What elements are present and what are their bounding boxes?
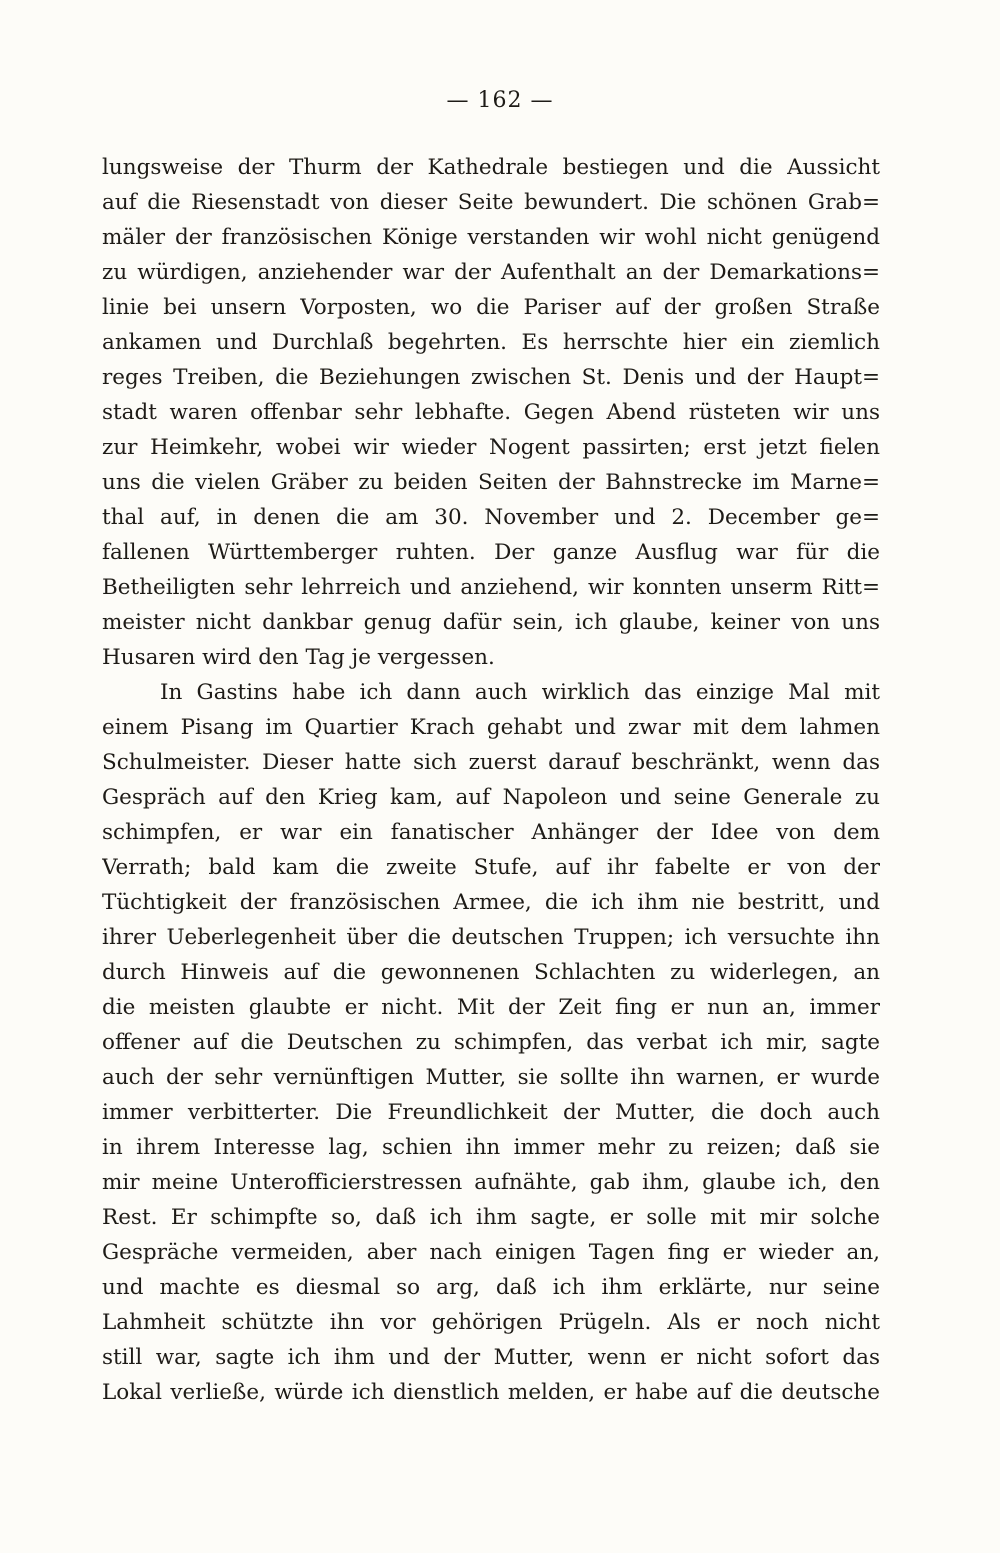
text-line: offener auf die Deutschen zu schimpfen, das verbat ich mir, sagte — [102, 1030, 880, 1055]
text-line: mäler der französischen Könige verstanden wir wohl nicht genügend — [102, 225, 880, 250]
text-line: thal auf, in denen die am 30. November und 2. December ge= — [102, 505, 880, 530]
text-line: schimpfen, er war ein fanatischer Anhänger der Idee von dem — [102, 820, 880, 845]
text-line: zu würdigen, anziehender war der Aufenthalt an der Demarkations= — [102, 260, 880, 285]
text-line: Lahmheit schützte ihn vor gehörigen Prügeln. Als er noch nicht — [102, 1310, 880, 1335]
text-line: Lokal verließe, würde ich dienstlich melden, er habe auf die deutsche — [102, 1380, 880, 1405]
text-line: mir meine Unterofficierstressen aufnähte, gab ihm, glaube ich, den — [102, 1170, 880, 1195]
text-line: auch der sehr vernünftigen Mutter, sie sollte ihn warnen, er wurde — [102, 1065, 880, 1090]
text-line: die meisten glaubte er nicht. Mit der Zeit fing er nun an, immer — [102, 995, 880, 1020]
text-line: lungsweise der Thurm der Kathedrale bestiegen und die Aussicht — [102, 155, 880, 180]
text-line: zur Heimkehr, wobei wir wieder Nogent passirten; erst jetzt fielen — [102, 435, 880, 460]
text-line: Gespräche vermeiden, aber nach einigen Tagen fing er wieder an, — [102, 1240, 880, 1265]
text-line: einem Pisang im Quartier Krach gehabt und zwar mit dem lahmen — [102, 715, 880, 740]
text-line: linie bei unsern Vorposten, wo die Pariser auf der großen Straße — [102, 295, 880, 320]
text-line: immer verbitterter. Die Freundlichkeit der Mutter, die doch auch — [102, 1100, 880, 1125]
text-line: und machte es diesmal so arg, daß ich ihm erklärte, nur seine — [102, 1275, 880, 1300]
text-line: in ihrem Interesse lag, schien ihn immer mehr zu reizen; daß sie — [102, 1135, 880, 1160]
paragraph — [102, 675, 880, 1410]
text-line: ihrer Ueberlegenheit über die deutschen Truppen; ich versuchte ihn — [102, 925, 880, 950]
text-line: Schulmeister. Dieser hatte sich zuerst darauf beschränkt, wenn das — [102, 750, 880, 775]
text-line: uns die vielen Gräber zu beiden Seiten der Bahnstrecke im Marne= — [102, 470, 880, 495]
text-line: Verrath; bald kam die zweite Stufe, auf ihr fabelte er von der — [102, 855, 880, 880]
text-line: In Gastins habe ich dann auch wirklich das einzige Mal mit — [160, 680, 880, 705]
text-line: still war, sagte ich ihm und der Mutter, wenn er nicht sofort das — [102, 1345, 880, 1370]
text-line: Betheiligten sehr lehrreich und anziehend, wir konnten unserm Ritt= — [102, 575, 880, 600]
text-line: Tüchtigkeit der französischen Armee, die ich ihm nie bestritt, und — [102, 890, 880, 915]
text-line: Gespräch auf den Krieg kam, auf Napoleon und seine Generale zu — [102, 785, 880, 810]
page-number-header: — 162 — — [446, 88, 554, 113]
text-line: auf die Riesenstadt von dieser Seite bewundert. Die schönen Grab= — [102, 190, 880, 215]
text-line: fallenen Württemberger ruhten. Der ganze Ausflug war für die — [102, 540, 880, 565]
text-line: meister nicht dankbar genug dafür sein, ich glaube, keiner von uns — [102, 610, 880, 635]
text-line: Husaren wird den Tag je vergessen. — [102, 645, 495, 670]
text-line: reges Treiben, die Beziehungen zwischen St. Denis und der Haupt= — [102, 365, 880, 390]
text-line: ankamen und Durchlaß begehrten. Es herrschte hier ein ziemlich — [102, 330, 880, 355]
paragraph — [102, 150, 880, 675]
text-line: durch Hinweis auf die gewonnenen Schlachten zu widerlegen, an — [102, 960, 880, 985]
text-line: stadt waren offenbar sehr lebhafte. Gegen Abend rüsteten wir uns — [102, 400, 880, 425]
text-line: Rest. Er schimpfte so, daß ich ihm sagte, er solle mit mir solche — [102, 1205, 880, 1230]
body-text — [102, 150, 880, 1410]
